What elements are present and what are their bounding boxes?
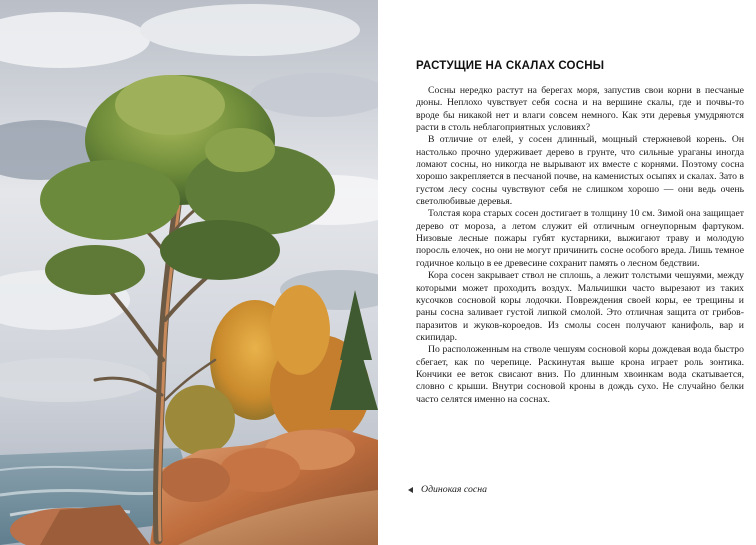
triangle-left-icon	[408, 487, 413, 493]
caption-text: Одинокая сосна	[421, 484, 488, 495]
article-paragraph: Кора сосен закрывает ствол не сплошь, а лежит толстыми чешуями, между которыми может проходить воздух. Мальчишки часто вырезают из таких кусочков сосновой коры лодочки. Повреждения своей коры, ее трещины и раны сосна заливает густой липкой смолой. Это отличная защита от грибов-паразитов и жуков-короедов. Из смолы сосен получают канифоль, вар и скипидар.	[416, 270, 744, 343]
article-paragraph: Толстая кора старых сосен достигает в толщину 10 см. Зимой она защищает дерево от мороза, а летом служит ей отличным огнеупорным фартуком. Низовые лесные пожары губят кустарники, выжигают траву и молодую поросль елочек, но они не могут причинить сосне особого вреда. Лишь темное годичное кольцо в ее древесине сохранит память о лесном бедствии.	[416, 208, 744, 269]
article-paragraph: По расположенным на стволе чешуям сосновой коры дождевая вода быстро сбегает, как по черепице. Раскинутая выше крона играет роль зонтика. Кончики ее веток свисают вниз. По длинным хвоинкам вода скатывается, словно с крыши. Внутри сосновой кроны в дождь сухо. Не случайно белки часто селятся именно на соснах.	[416, 344, 744, 405]
article-body	[416, 85, 744, 406]
article-paragraph: Сосны нередко растут на берегах моря, запустив свои корни в песчаные дюны. Неплохо чувствует себя сосна и на вершине скалы, где и почвы-то вроде бы никакой нет и влаги совсем немного. Как эти деревья умудряются расти в столь неблагоприятных условиях?	[416, 85, 744, 134]
illustration-caption	[408, 484, 487, 495]
article-title: РАСТУЩИЕ НА СКАЛАХ СОСНЫ	[416, 60, 605, 72]
article-paragraph: В отличие от елей, у сосен длинный, мощный стержневой корень. Он настолько прочно удерживает дерево в грунте, что сильные ураганы иногда ломают сосны, но никогда не вырывают их вместе с корнями. Поэтому сосна хорошо закрепляется в песчаной почве, на каменистых осыпях и скалах. Зато в густом лесу сосны чувствуют себя не слишком хорошо — они ведь очень светолюбивые деревья.	[416, 134, 744, 208]
article-page	[378, 0, 756, 545]
